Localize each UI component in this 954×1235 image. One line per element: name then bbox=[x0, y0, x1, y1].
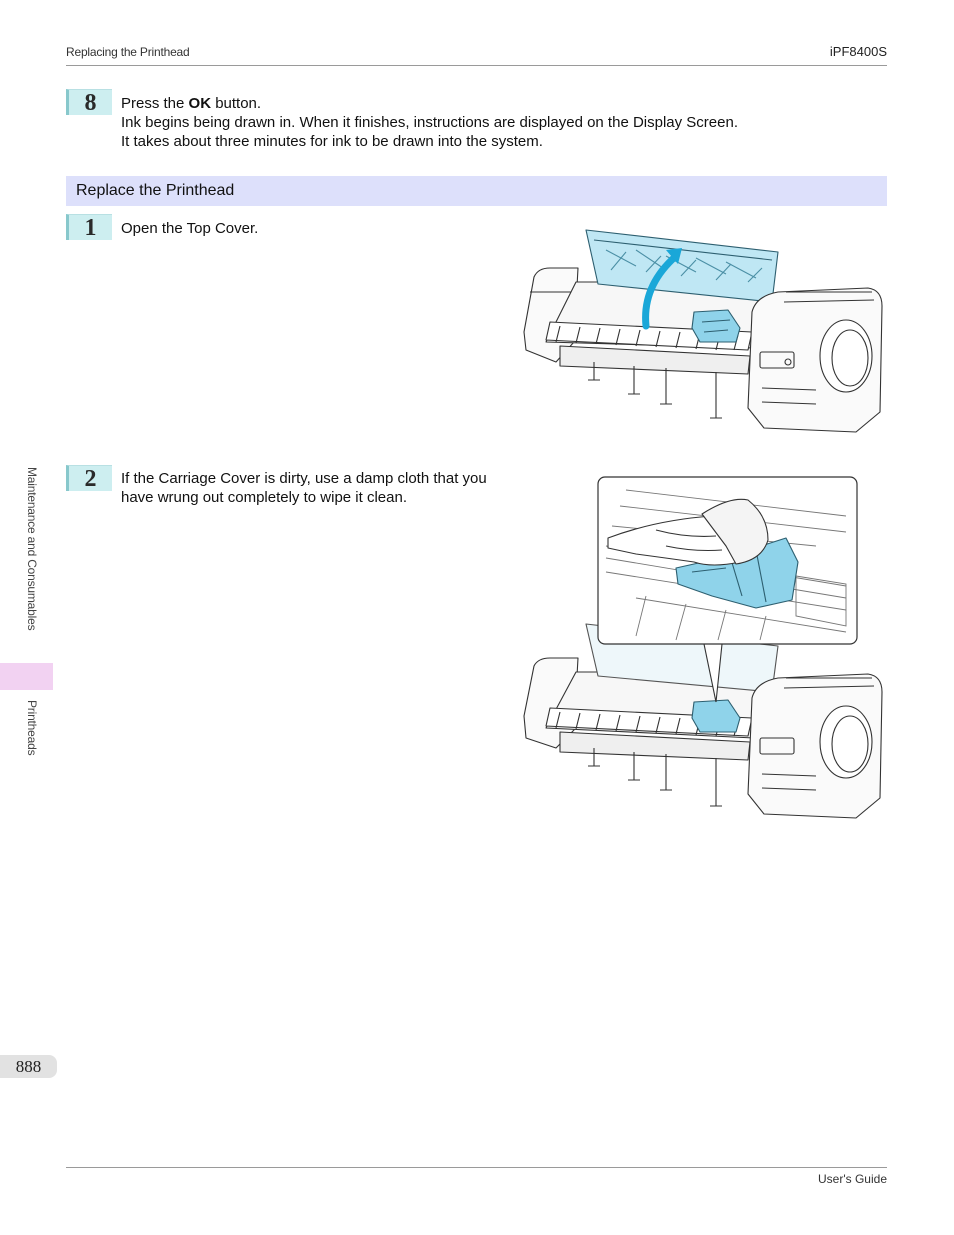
step-8-text bbox=[121, 94, 738, 151]
running-header-section: Replacing the Printhead bbox=[66, 45, 190, 59]
step-1-badge: 1 bbox=[66, 214, 112, 240]
step-2-line-1: If the Carriage Cover is dirty, use a damp cloth that you bbox=[121, 470, 487, 487]
step-2-text bbox=[121, 469, 487, 507]
footer-divider bbox=[66, 1167, 887, 1168]
section-heading-replace-printhead: Replace the Printhead bbox=[66, 176, 887, 206]
step-8-line-2: Ink begins being drawn in. When it finishes, instructions are displayed on the Display Screen. bbox=[121, 114, 738, 131]
footer-guide-title: User's Guide bbox=[818, 1172, 887, 1186]
running-header-model: iPF8400S bbox=[829, 44, 887, 59]
sidebar-subsection-label: Printheads bbox=[25, 700, 39, 756]
sidebar-chapter-label: Maintenance and Consumables bbox=[25, 467, 39, 631]
page-number: 888 bbox=[0, 1055, 57, 1078]
header-divider bbox=[66, 65, 887, 66]
carriage-cover-wipe-illustration bbox=[516, 476, 886, 836]
step-8-badge: 8 bbox=[66, 89, 112, 115]
sidebar-tab-marker bbox=[0, 663, 53, 690]
step-8-line-1 bbox=[121, 94, 738, 113]
step-2-badge: 2 bbox=[66, 465, 112, 491]
step-8-suffix: button. bbox=[211, 95, 262, 112]
step-2-line-2: have wrung out completely to wipe it clean. bbox=[121, 489, 407, 506]
printer-top-cover-open-illustration bbox=[516, 222, 886, 444]
step-8-prefix: Press the bbox=[121, 95, 189, 112]
step-8-line-3: It takes about three minutes for ink to be drawn into the system. bbox=[121, 133, 543, 150]
step-1-text: Open the Top Cover. bbox=[121, 220, 259, 237]
ok-button-label: OK bbox=[188, 95, 212, 112]
